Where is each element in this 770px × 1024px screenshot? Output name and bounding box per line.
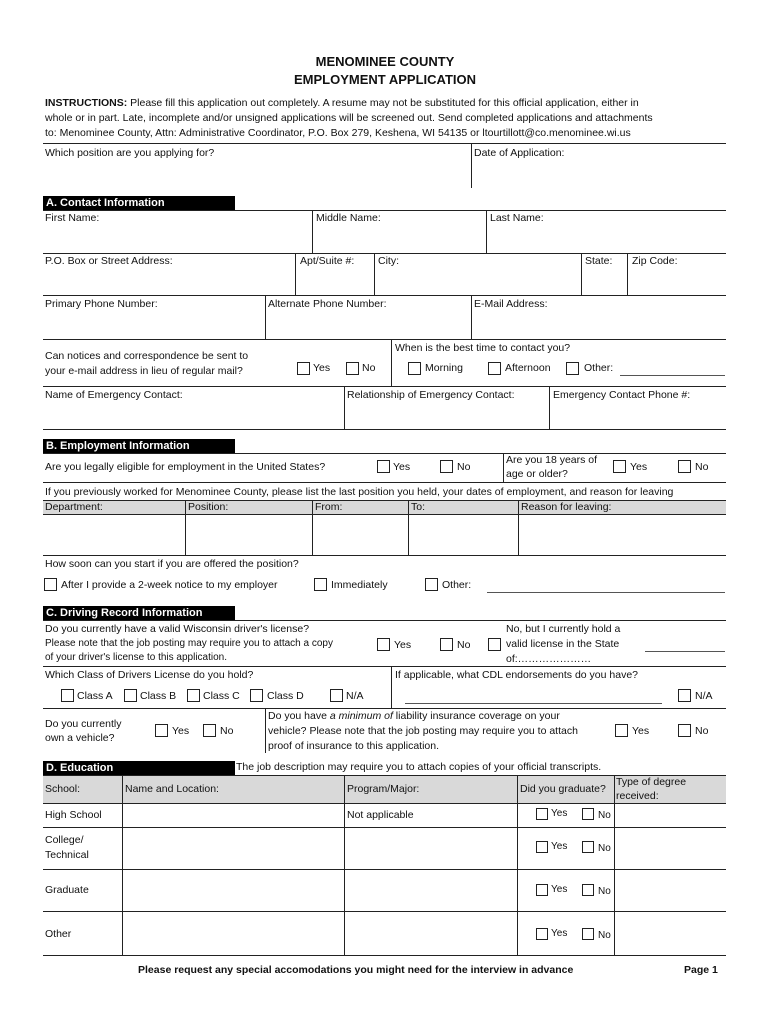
edu-graduate-degree-field[interactable] (617, 871, 724, 909)
cdl-na-checkbox[interactable] (678, 689, 691, 702)
afternoon-label: Afternoon (505, 362, 551, 374)
notices-question-line2: your e-mail address in lieu of regular mail? (45, 365, 243, 377)
edu-no-label: No (598, 930, 611, 941)
col-name-location: Name and Location: (125, 783, 219, 795)
city-label: City: (378, 255, 399, 267)
prev-from-field[interactable] (315, 516, 406, 553)
prev-to-field[interactable] (411, 516, 516, 553)
col-degree-line2: received: (616, 790, 659, 802)
col-graduate: Did you graduate? (520, 783, 606, 795)
section-employment-title: B. Employment Information (43, 439, 235, 453)
edu-highschool-degree-field[interactable] (617, 805, 724, 825)
cdl-na-label: N/A (695, 690, 713, 702)
cdl-field[interactable] (405, 703, 662, 704)
license-note-line2: of your driver's license to this application. (45, 652, 227, 663)
edu-no-label: No (598, 886, 611, 897)
vehicle-yes-label: Yes (172, 725, 190, 737)
section-contact-title: A. Contact Information (43, 196, 235, 210)
class-na-checkbox[interactable] (330, 689, 343, 702)
edu-other-yes-checkbox[interactable] (536, 928, 548, 940)
last-name-field[interactable] (490, 226, 724, 250)
insurance-no-checkbox[interactable] (678, 724, 691, 737)
section-driving-title: C. Driving Record Information (43, 606, 235, 620)
license-yes-checkbox[interactable] (377, 638, 390, 651)
instructions-line3: to: Menominee County, Attn: Administrative Coordinator, P.O. Box 279, Keshena, WI 54135 or ltourtillott@co.menominee.wi.us (45, 127, 631, 139)
class-a-label: Class A (77, 690, 113, 702)
eligible-no-checkbox[interactable] (440, 460, 453, 473)
edu-highschool-yes-checkbox[interactable] (536, 808, 548, 820)
first-name-field[interactable] (45, 226, 310, 250)
other-state-field[interactable] (645, 651, 725, 652)
other-state-checkbox[interactable] (488, 638, 501, 651)
class-b-checkbox[interactable] (124, 689, 137, 702)
notices-no-checkbox[interactable] (346, 362, 359, 375)
edu-highschool-name-field[interactable] (125, 805, 342, 825)
col-department: Department: (45, 501, 103, 513)
other-state-line1: No, but I currently hold a (506, 623, 621, 635)
edu-yes-label: Yes (551, 841, 568, 852)
notices-yes-label: Yes (313, 362, 331, 374)
apt-field[interactable] (300, 269, 372, 293)
edu-row-label: High School (45, 809, 102, 821)
vehicle-question-line1: Do you currently (45, 718, 122, 730)
edu-yes-label: Yes (551, 928, 568, 939)
age-no-checkbox[interactable] (678, 460, 691, 473)
edu-yes-label: Yes (551, 884, 568, 895)
insurance-question-line3: proof of insurance to this application. (268, 740, 440, 752)
license-question: Do you currently have a valid Wisconsin driver's license? (45, 623, 310, 635)
notices-no-label: No (362, 362, 376, 374)
class-d-checkbox[interactable] (250, 689, 263, 702)
previous-work-question: If you previously worked for Menominee County, please list the last position you held, your dates of employment, and reason for leaving (45, 486, 674, 498)
age-no-label: No (695, 461, 709, 473)
emergency-phone-field[interactable] (553, 403, 724, 427)
edu-college-no-checkbox[interactable] (582, 841, 594, 853)
date-field[interactable] (474, 160, 724, 186)
email-field[interactable] (474, 312, 724, 337)
eligible-no-label: No (457, 461, 471, 473)
edu-college-degree-field[interactable] (617, 829, 724, 867)
edu-graduate-program-field[interactable] (347, 871, 515, 909)
vehicle-question-line2: own a vehicle? (45, 732, 115, 744)
edu-highschool-no-checkbox[interactable] (582, 808, 594, 820)
edu-row-label: College/ (45, 834, 84, 846)
insurance-no-label: No (695, 725, 709, 737)
morning-label: Morning (425, 362, 463, 374)
cdl-question: If applicable, what CDL endorsements do you have? (395, 669, 639, 681)
start-immediately-label: Immediately (331, 579, 388, 591)
edu-graduate-yes-checkbox[interactable] (536, 884, 548, 896)
edu-yes-label: Yes (551, 808, 568, 819)
insurance-yes-label: Yes (632, 725, 650, 737)
state-field[interactable] (585, 269, 625, 293)
insurance-yes-checkbox[interactable] (615, 724, 628, 737)
primary-phone-field[interactable] (45, 312, 263, 337)
footer-note: Please request any special accomodations you might need for the interview in advance (138, 964, 574, 976)
alt-phone-field[interactable] (268, 312, 469, 337)
date-label: Date of Application: (474, 147, 565, 159)
start-other-field[interactable] (487, 592, 725, 593)
license-note-line1: Please note that the job posting may require you to attach a copy (45, 638, 333, 649)
class-b-label: Class B (140, 690, 177, 702)
last-name-label: Last Name: (490, 212, 544, 224)
eligible-yes-label: Yes (393, 461, 411, 473)
col-school: School: (45, 783, 81, 795)
position-field[interactable] (45, 160, 465, 186)
start-question: How soon can you start if you are offered the position? (45, 558, 299, 570)
start-notice-label: After I provide a 2-week notice to my employer (61, 579, 278, 591)
class-question: Which Class of Drivers License do you hold? (45, 669, 254, 681)
edu-row-label: Other (45, 928, 72, 940)
edu-other-no-checkbox[interactable] (582, 928, 594, 940)
edu-other-program-field[interactable] (347, 913, 515, 953)
edu-row-label: Graduate (45, 884, 89, 896)
edu-other-name-field[interactable] (125, 913, 342, 953)
class-c-checkbox[interactable] (187, 689, 200, 702)
col-from: From: (315, 501, 343, 513)
primary-phone-label: Primary Phone Number: (45, 298, 158, 310)
edu-no-label: No (598, 843, 611, 854)
license-no-label: No (457, 639, 471, 651)
emergency-name-label: Name of Emergency Contact: (45, 389, 183, 401)
edu-graduate-no-checkbox[interactable] (582, 884, 594, 896)
edu-other-degree-field[interactable] (617, 913, 724, 953)
position-label: Which position are you applying for? (45, 147, 215, 159)
insurance-question-line2: vehicle? Please note that the job posting may require you to attach (268, 725, 578, 737)
prev-position-field[interactable] (188, 516, 310, 553)
form-title: MENOMINEE COUNTY (315, 54, 455, 69)
instructions-line1: Please fill this application out completely. A resume may not be substituted for this official application, either in (130, 97, 639, 109)
edu-college-yes-checkbox[interactable] (536, 841, 548, 853)
notices-yes-checkbox[interactable] (297, 362, 310, 375)
address-label: P.O. Box or Street Address: (45, 255, 173, 267)
middle-name-field[interactable] (316, 226, 484, 250)
class-d-label: Class D (267, 690, 304, 702)
edu-highschool-program: Not applicable (347, 809, 414, 821)
morning-checkbox[interactable] (408, 362, 421, 375)
col-position: Position: (188, 501, 229, 513)
col-degree-line1: Type of degree (616, 776, 687, 788)
emergency-relationship-field[interactable] (347, 403, 547, 427)
other-time-checkbox[interactable] (566, 362, 579, 375)
alt-phone-label: Alternate Phone Number: (268, 298, 387, 310)
other-time-label: Other: (584, 362, 614, 374)
education-note: The job description may require you to attach copies of your official transcripts. (236, 761, 602, 773)
notices-question-line1: Can notices and correspondence be sent to (45, 350, 249, 362)
eligible-yes-checkbox[interactable] (377, 460, 390, 473)
age-question-line2: age or older? (506, 468, 568, 480)
city-field[interactable] (378, 269, 579, 293)
start-notice-checkbox[interactable] (44, 578, 57, 591)
apt-label: Apt/Suite #: (300, 255, 355, 267)
best-time-question: When is the best time to contact you? (395, 342, 571, 354)
class-c-label: Class C (203, 690, 240, 702)
afternoon-checkbox[interactable] (488, 362, 501, 375)
instructions-label: INSTRUCTIONS: (45, 97, 128, 109)
edu-row-label-line2: Technical (45, 849, 89, 861)
page-number: Page 1 (684, 964, 718, 976)
emergency-relationship-label: Relationship of Emergency Contact: (347, 389, 515, 401)
eligible-question: Are you legally eligible for employment in the United States? (45, 461, 326, 473)
col-reason: Reason for leaving: (521, 501, 612, 513)
age-question-line1: Are you 18 years of (506, 454, 598, 466)
age-yes-checkbox[interactable] (613, 460, 626, 473)
other-state-line3: of:………………… (506, 653, 592, 665)
class-na-label: N/A (346, 690, 364, 702)
start-immediately-checkbox[interactable] (314, 578, 327, 591)
email-label: E-Mail Address: (474, 298, 548, 310)
edu-college-name-field[interactable] (125, 829, 342, 867)
age-yes-label: Yes (630, 461, 648, 473)
license-no-checkbox[interactable] (440, 638, 453, 651)
start-other-label: Other: (442, 579, 472, 591)
section-education-title: D. Education (43, 761, 235, 775)
prev-department-field[interactable] (45, 516, 183, 553)
prev-reason-field[interactable] (521, 516, 724, 553)
address-field[interactable] (45, 269, 293, 293)
first-name-label: First Name: (45, 212, 100, 224)
vehicle-yes-checkbox[interactable] (155, 724, 168, 737)
license-yes-label: Yes (394, 639, 412, 651)
emergency-phone-label: Emergency Contact Phone #: (553, 389, 691, 401)
other-state-line2: valid license in the State (506, 638, 620, 650)
col-program: Program/Major: (347, 783, 420, 795)
class-a-checkbox[interactable] (61, 689, 74, 702)
col-to: To: (411, 501, 426, 513)
vehicle-no-label: No (220, 725, 234, 737)
form-subtitle: EMPLOYMENT APPLICATION (294, 72, 476, 87)
state-label: State: (585, 255, 613, 267)
edu-college-program-field[interactable] (347, 829, 515, 867)
instructions (45, 97, 639, 109)
edu-no-label: No (598, 810, 611, 821)
emergency-name-field[interactable] (45, 403, 342, 427)
edu-graduate-name-field[interactable] (125, 871, 342, 909)
vehicle-no-checkbox[interactable] (203, 724, 216, 737)
start-other-checkbox[interactable] (425, 578, 438, 591)
insurance-question-line1: Do you have a minimum of liability insurance coverage on your (268, 710, 560, 722)
zip-label: Zip Code: (632, 255, 678, 267)
other-time-field[interactable] (620, 375, 725, 376)
middle-name-label: Middle Name: (316, 212, 381, 224)
instructions-line2: whole or in part. Late, incomplete and/or unsigned applications will be screened out. Send completed applications and attachments (45, 112, 653, 124)
zip-field[interactable] (632, 269, 724, 293)
